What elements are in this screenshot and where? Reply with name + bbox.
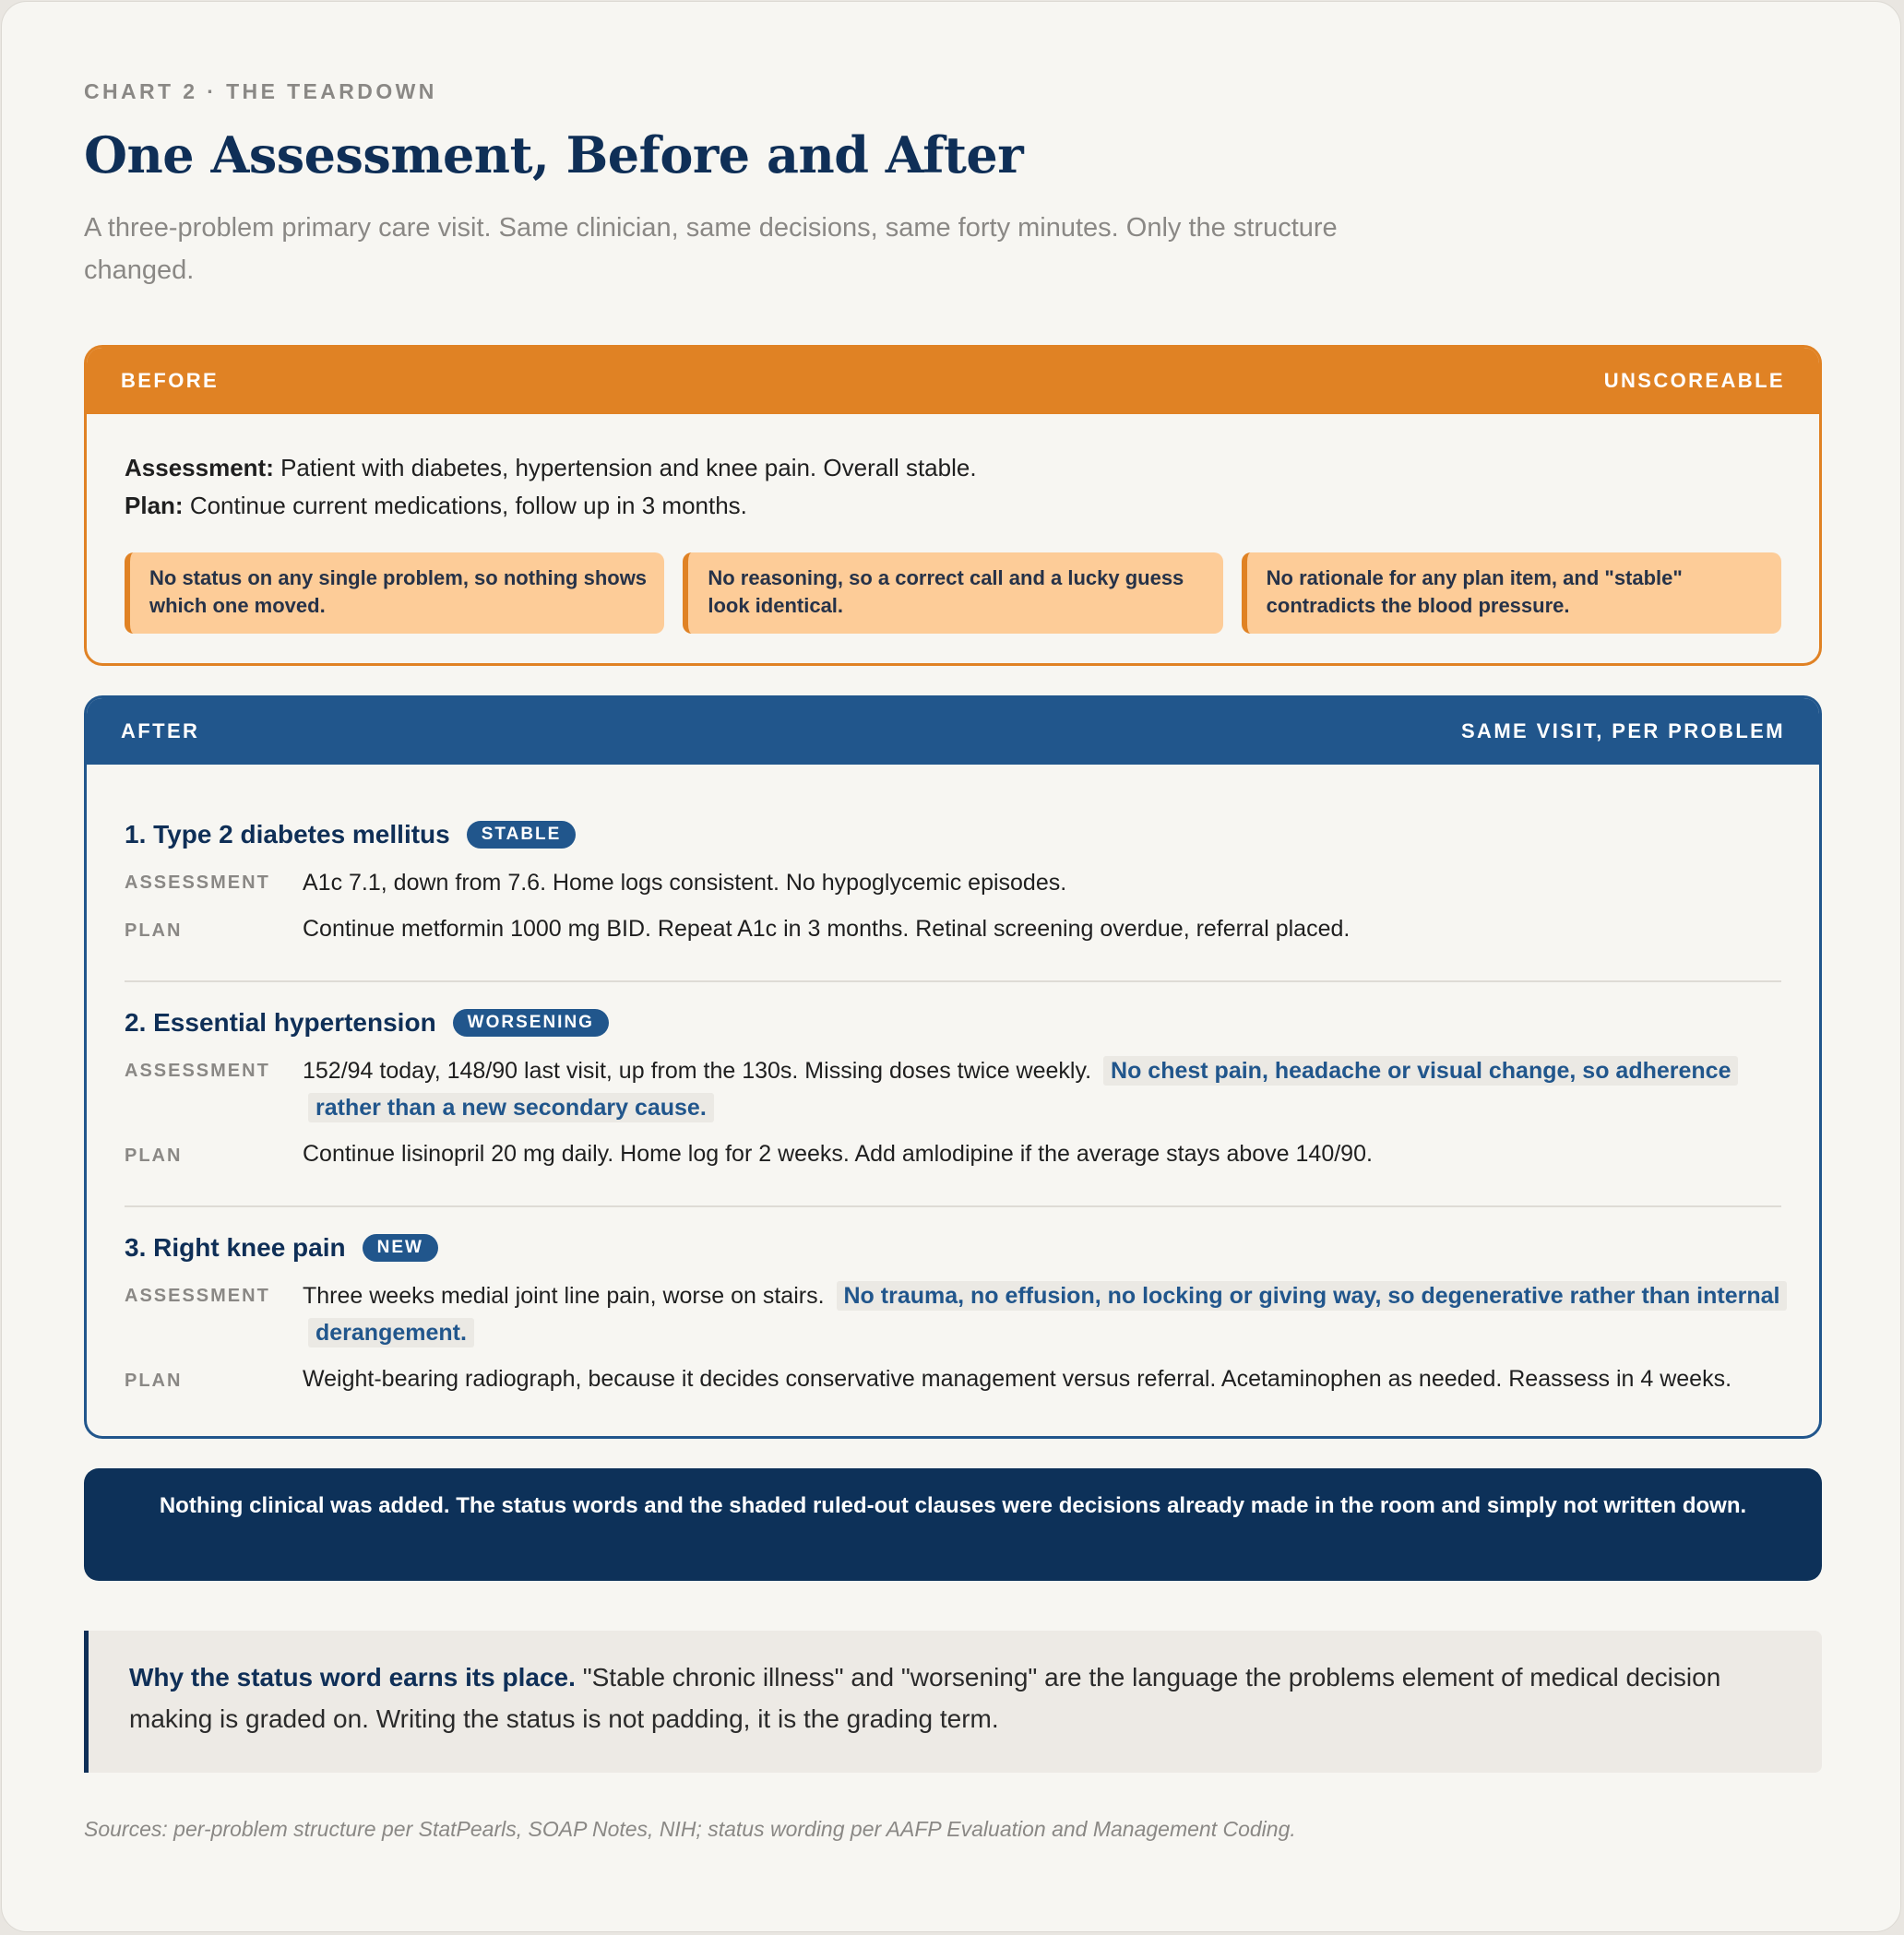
chart-card: [1, 1, 1901, 1932]
after-tag: SAME VISIT, PER PROBLEM: [1460, 719, 1785, 742]
plan-row: [125, 912, 1781, 949]
assessment-findings: Three weeks medial joint line pain, worse on stairs.: [303, 1283, 825, 1309]
subtitle: A three-problem primary care visit. Same clinician, same decisions, same forty minutes. Only the structure changed.: [84, 213, 1338, 285]
status-badge: STABLE: [467, 821, 577, 849]
explanation-note: [84, 1631, 1822, 1773]
plan-row: [125, 1362, 1781, 1399]
plan-label: PLAN: [125, 1371, 183, 1391]
problem-title: 2. Essential hypertension: [125, 1008, 436, 1037]
before-body: [87, 414, 1819, 634]
issue-card: No reasoning, so a correct call and a lucky guess look identical.: [683, 552, 1222, 634]
ruled-out-clause: No chest pain, headache or visual change, so adherence rather than a new secondary cause.: [308, 1056, 1738, 1122]
problem-diabetes: [125, 814, 1781, 982]
plan-row: [125, 1137, 1781, 1174]
problem-header: [125, 814, 1781, 855]
problem-knee-pain: [125, 1207, 1781, 1399]
status-badge: WORSENING: [453, 1009, 609, 1037]
problem-header: [125, 1003, 1781, 1043]
note-text: "Stable chronic illness" and "worsening" are the language the problems element of medical decision making is graded on. Writing the status is not padding, it is the grading term.: [129, 1663, 1721, 1733]
plan-text: Continue lisinopril 20 mg daily. Home log for 2 weeks. Add amlodipine if the average stays above 140/90.: [303, 1141, 1373, 1167]
assessment-text: [303, 1277, 1781, 1351]
problem-title: 3. Right knee pain: [125, 1233, 346, 1262]
assessment-row: [125, 1052, 1781, 1126]
note-lead: Why the status word earns its place.: [129, 1663, 576, 1692]
before-plan-label: Plan:: [125, 492, 184, 519]
assessment-label: ASSESSMENT: [125, 1286, 270, 1306]
ruled-out-clause: No trauma, no effusion, no locking or giving way, so degenerative rather than internal derangement.: [308, 1281, 1787, 1347]
before-plan: [125, 487, 1781, 525]
after-label: AFTER: [121, 719, 200, 742]
assessment-row: [125, 864, 1781, 901]
assessment-findings: A1c 7.1, down from 7.6. Home logs consistent. No hypoglycemic episodes.: [303, 870, 1067, 896]
assessment-row: [125, 1277, 1781, 1351]
before-plan-text: Continue current medications, follow up in 3 months.: [189, 492, 747, 519]
before-label: BEFORE: [121, 369, 220, 392]
assessment-label: ASSESSMENT: [125, 873, 270, 893]
problem-title: 1. Type 2 diabetes mellitus: [125, 820, 450, 849]
assessment-text: [303, 1052, 1781, 1126]
eyebrow: CHART 2 · THE TEARDOWN: [84, 79, 437, 103]
after-body: [87, 765, 1819, 1399]
plan-label: PLAN: [125, 1146, 183, 1166]
problem-hypertension: [125, 982, 1781, 1207]
sources-footnote: Sources: per-problem structure per StatPearls, SOAP Notes, NIH; status wording per AAFP Evaluation and Management Coding.: [84, 1817, 1296, 1841]
plan-text: Weight-bearing radiograph, because it decides conservative management versus referral. Acetaminophen as needed. Reassess in 4 weeks.: [303, 1366, 1732, 1392]
assessment-text: [303, 864, 1781, 901]
before-assessment: [125, 449, 1781, 487]
issue-list: [125, 552, 1781, 634]
before-tag: UNSCOREABLE: [1603, 369, 1785, 392]
summary-callout: Nothing clinical was added. The status words and the shaded ruled-out clauses were decisions already made in the room and simply not written down.: [84, 1468, 1822, 1581]
assessment-label: ASSESSMENT: [125, 1061, 270, 1081]
assessment-findings: 152/94 today, 148/90 last visit, up from the 130s. Missing doses twice weekly.: [303, 1058, 1092, 1084]
page-title: One Assessment, Before and After: [84, 125, 1024, 184]
after-panel-header: [87, 698, 1819, 765]
plan-label: PLAN: [125, 920, 183, 941]
problem-header: [125, 1228, 1781, 1268]
before-panel: [84, 345, 1822, 666]
before-panel-header: [87, 348, 1819, 414]
after-panel: [84, 695, 1822, 1439]
status-badge: NEW: [363, 1234, 438, 1262]
issue-card: No status on any single problem, so nothing shows which one moved.: [125, 552, 664, 634]
plan-text: Continue metformin 1000 mg BID. Repeat A1c in 3 months. Retinal screening overdue, referral placed.: [303, 916, 1351, 942]
issue-card: No rationale for any plan item, and "stable" contradicts the blood pressure.: [1242, 552, 1781, 634]
before-assessment-label: Assessment:: [125, 454, 274, 481]
before-assessment-text: Patient with diabetes, hypertension and knee pain. Overall stable.: [280, 454, 977, 481]
